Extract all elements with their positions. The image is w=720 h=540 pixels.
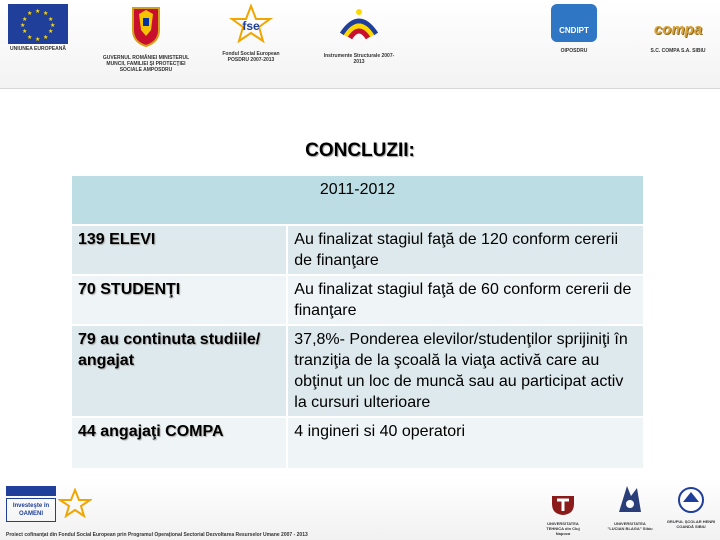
logo-caption: OIPOSDRU xyxy=(560,48,588,54)
star-icon xyxy=(58,488,92,518)
row-text: 4 ingineri si 40 operatori xyxy=(287,417,644,469)
romania-coat-of-arms-icon xyxy=(129,4,163,48)
utcn-logo-icon xyxy=(550,494,576,516)
header-logo-bar xyxy=(0,0,720,89)
table-row xyxy=(71,225,644,275)
logo-caption: UNIUNEA EUROPEANĂ xyxy=(10,46,66,52)
table-row xyxy=(71,325,644,417)
row-label: 139 ELEVI xyxy=(71,225,287,275)
ulbs-logo xyxy=(606,482,654,531)
gscc-logo-icon xyxy=(675,486,707,514)
instrumente-structurale-icon xyxy=(336,4,382,46)
instrumente-structurale-logo xyxy=(322,4,396,65)
logo-caption: S.C. COMPA S.A. SIBIU xyxy=(650,48,706,54)
table-row xyxy=(71,417,644,469)
gscc-logo xyxy=(666,486,716,529)
row-text: 37,8%- Ponderea elevilor/studenţilor sprijiniţi în tranziţia de la şcoală la viaţa activă care au obţinut un loc de muncă sau au participat activ la cursuri ulterioare xyxy=(287,325,644,417)
logo-caption: Instrumente Structurale 2007-2013 xyxy=(323,53,395,65)
table-header-row xyxy=(71,175,644,225)
fse-mark-text: fse xyxy=(242,19,260,33)
eu-flag-icon: ★ ★ ★ ★ ★ ★ ★ ★ ★ ★ ★ ★ xyxy=(8,4,68,44)
ulbs-logo-icon xyxy=(615,482,645,516)
page-title: CONCLUZII: xyxy=(305,140,415,161)
eu-flag-logo xyxy=(6,4,70,52)
fse-logo xyxy=(218,4,284,63)
footer-disclaimer: Proiect cofinanţat din Fondul Social European prin Programul Operaţional Sectorial Dezvoltarea Resurselor Umane 2007 - 2013 xyxy=(6,532,308,538)
row-label: 44 angajaţi COMPA xyxy=(71,417,287,469)
row-text: Au finalizat stagiul faţă de 120 conform cererii de finanţare xyxy=(287,225,644,275)
cndipt-logo-icon: CNDIPT xyxy=(551,4,597,42)
logo-caption: UNIVERSITATEA "LUCIAN BLAGA" Sibiu xyxy=(607,521,653,531)
investeste-in-oameni-badge: Investeşte în OAMENI xyxy=(6,498,56,522)
utcn-logo xyxy=(540,494,586,536)
row-text: Au finalizat stagiul faţă de 60 conform cererii de finanţare xyxy=(287,275,644,325)
table-header-cell: 2011-2012 xyxy=(71,175,644,225)
table-row xyxy=(71,275,644,325)
logo-caption: Fondul Social European POSDRU 2007-2013 xyxy=(222,51,280,63)
compa-logo xyxy=(640,4,716,54)
logo-caption: GUVERNUL ROMÂNIEI MINISTERUL MUNCII, FAMILIEI ŞI PROTECŢIEI SOCIALE AMPOSDRU xyxy=(102,55,190,73)
footer-bar xyxy=(0,478,720,540)
logo-caption: GRUPUL ŞCOLAR HENRI COANDĂ SIBIU xyxy=(666,519,716,529)
logo-caption: UNIVERSITATEA TEHNICA din Cluj Napoca xyxy=(546,521,580,536)
fse-logo-icon xyxy=(226,4,276,44)
conclusions-table xyxy=(70,174,645,470)
row-label: 70 STUDENŢI xyxy=(71,275,287,325)
row-label: 79 au continuta studiile/ angajat xyxy=(71,325,287,417)
cndipt-logo xyxy=(548,4,600,54)
investeste-badge-top xyxy=(6,486,56,496)
romania-government-logo xyxy=(100,4,192,73)
compa-logo-icon: compa xyxy=(653,21,703,38)
